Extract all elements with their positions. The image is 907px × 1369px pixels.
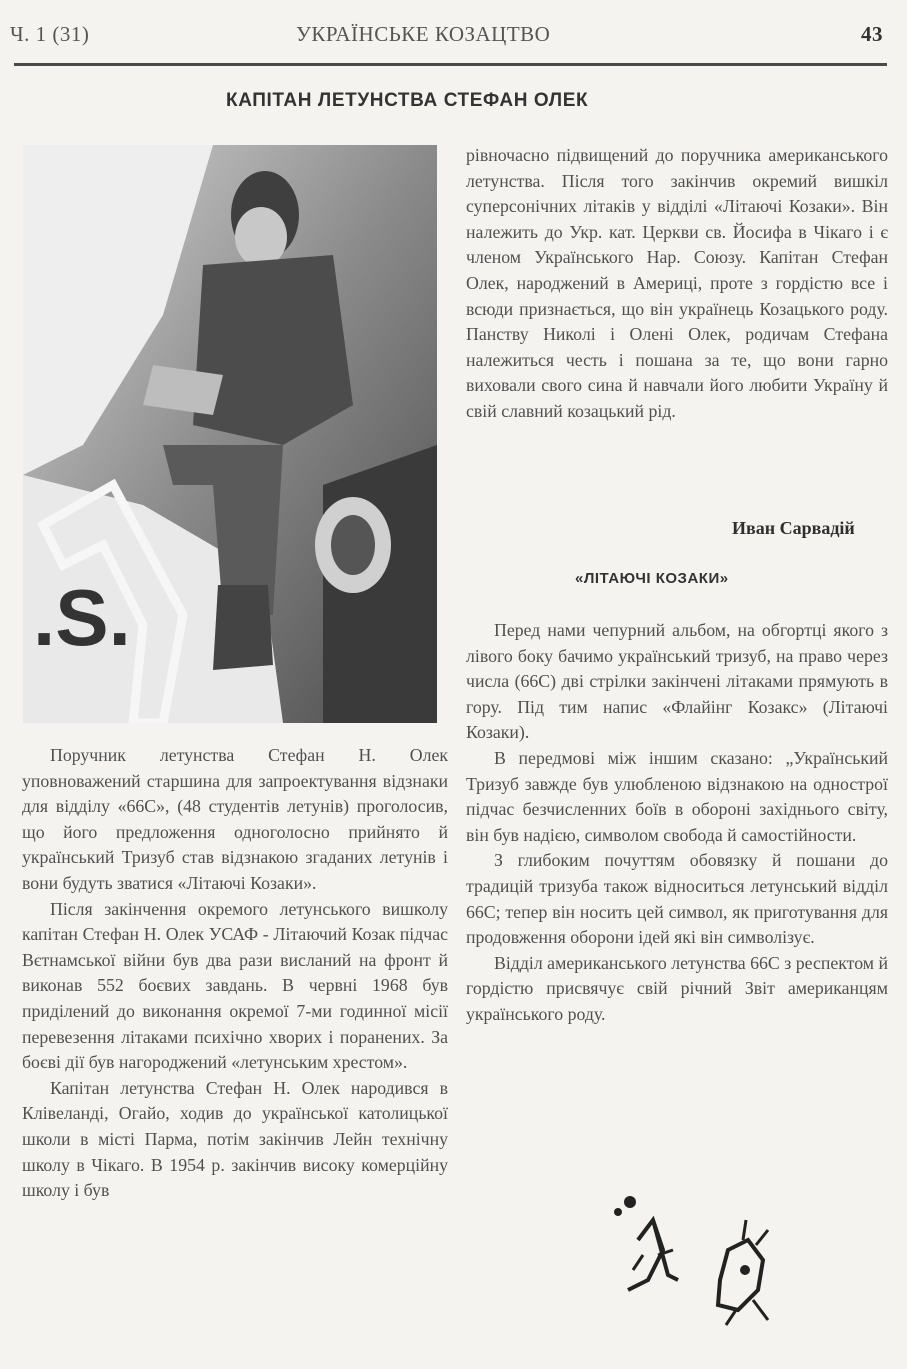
journal-title: УКРАЇНСЬКЕ КОЗАЦТВО <box>296 22 551 46</box>
article-paragraph: Відділ американського летунства 66С з респектом й гордістю присвячує свій річний Звіт американцям українського роду. <box>466 952 888 1024</box>
pilot-photo <box>23 145 437 723</box>
article-paragraph: Перед нами чепурний альбом, на обгортці якого з лівого боку бачимо український тризуб, на право через числа (66С) дві стрілки закінчені літаками прямують в гору. Під тим напис «Флайінг Козакс» (Літаючі Козаки). <box>466 620 888 743</box>
author-signature: Иван Сарвадій <box>732 518 855 538</box>
article-paragraph: З глибоким почуттям обовязку й пошани до традицій тризуба також відноситься летунський відділ 66С; тепер він носить цей символ, як приготування для продовження оборони ідей які він символізує. <box>466 850 888 948</box>
page-header <box>10 22 887 52</box>
header-rule <box>14 63 887 66</box>
article-paragraph: рівночасно підвищений до поручника американського летунства. Після того закінчив окремий вишкіл суперсонічних літаків у відділі «Літаючі Козаки». Він належить до Укр. кат. Церкви св. Йосифа в Чікаго і є членом Українського Нар. Союзу. Капітан Стефан Олек, народжений в Америці, проте з гордістю все і всюди признається, що він українець Козацького роду. Панству Николі і Олені Олек, родичам Стефана належиться честь і пошана за те, що вони гарно виховали свого сина й навчали його любити Україну й свій славний козацький рід. <box>466 145 888 421</box>
article-title: КАПІТАН ЛЕТУНСТВА СТЕФАН ОЛЕК <box>226 90 589 111</box>
page-number: 43 <box>861 22 883 46</box>
article-paragraph: Поручник летунства Стефан Н. Олек уповноважений старшина для запроектування відзнаки для відділу «66С», (48 студентів летунів) проголосив, що його предложення одноголосно прийнято й український Тризуб став відзнакою згаданих летунів і вони будуть зватися «Літаючі Козаки». <box>22 745 448 893</box>
article-paragraph: Капітан летунства Стефан Н. Олек народився в Клівеланді, Огайо, ходив до української католицької школи в місті Парма, потім закінчив Лейн технічну школу в Чікаго. В 1954 р. закінчив високу комерційну школу і був <box>22 1077 448 1201</box>
svg-text:.S.: .S. <box>33 573 131 662</box>
article-paragraph: В передмові між іншим сказано: „Український Тризуб завжде був улюбленою відзнакою на однострої підчас безчисленних боїв в обороні західнього світу, він був надією, символом свобода й самостійности. <box>466 747 888 845</box>
cossack-sketch-icon <box>608 1180 788 1330</box>
second-article-title: «ЛІТАЮЧІ КОЗАКИ» <box>575 570 729 587</box>
article-left-column <box>22 743 448 1204</box>
issue-number: Ч. 1 (31) <box>10 22 90 46</box>
second-article-body <box>466 618 888 1028</box>
article-right-column <box>466 143 888 425</box>
article-paragraph: Після закінчення окремого летунського вишколу капітан Стефан Н. Олек УСАФ - Літаючий Козак підчас Вєтнамської війни був два рази висланий на фронт й виконав 552 боєвих завдань. В червні 1968 був приділений до виконання окремої 7-ми годинної місії перевезення літаками психічно хворих і поранених. За боєві дії був нагороджений «летунським хрестом». <box>22 898 448 1073</box>
